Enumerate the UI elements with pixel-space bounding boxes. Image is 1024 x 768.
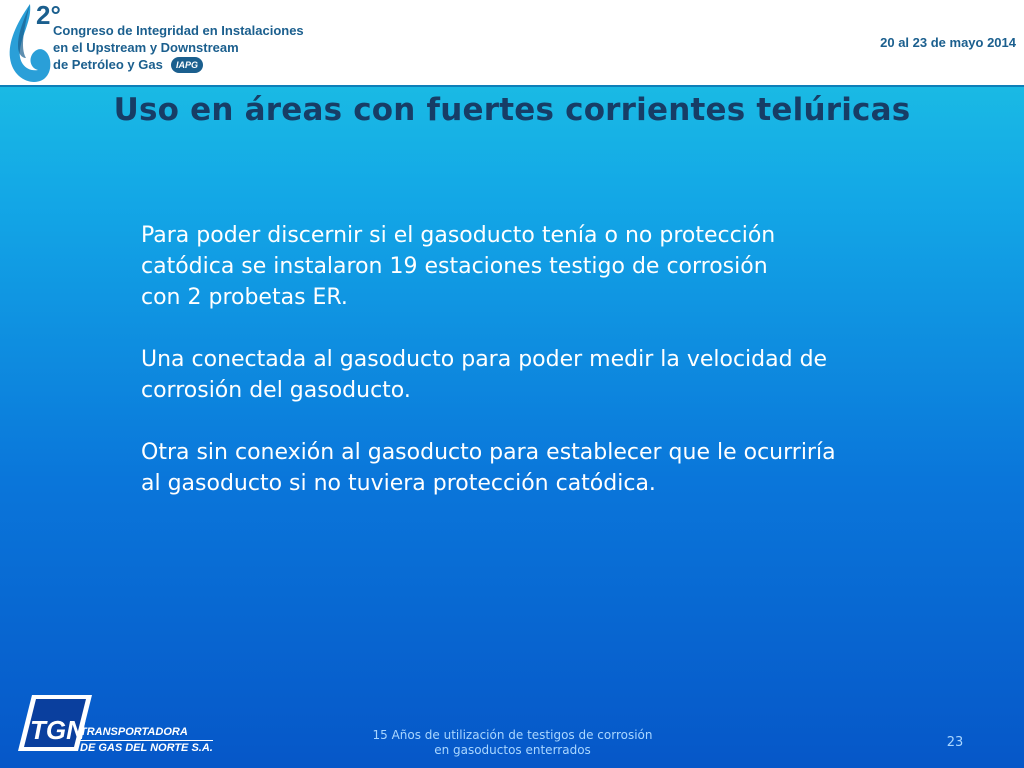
paragraph xyxy=(141,437,981,499)
congress-name-line: Congreso de Integridad en Instalaciones xyxy=(53,23,304,38)
text-line: Otra sin conexión al gasoducto para establecer que le ocurriría xyxy=(141,440,836,465)
footer-caption-line: en gasoductos enterrados xyxy=(434,743,591,757)
header-bar xyxy=(0,0,1024,86)
slide-title: Uso en áreas con fuertes corrientes telúricas xyxy=(113,92,911,128)
congress-edition-number: 2° xyxy=(36,0,61,30)
text-line: catódica se instalaron 19 estaciones testigo de corrosión xyxy=(141,254,768,279)
slide-number: 23 xyxy=(946,735,964,750)
congress-name-line: en el Upstream y Downstream xyxy=(53,40,239,55)
footer-caption xyxy=(340,728,685,758)
header-divider xyxy=(0,85,1024,87)
text-line: al gasoducto si no tuviera protección catódica. xyxy=(141,471,656,496)
paragraph xyxy=(141,344,981,406)
company-name xyxy=(80,725,213,756)
footer-caption-line: 15 Años de utilización de testigos de corrosión xyxy=(372,728,653,742)
text-line: Para poder discernir si el gasoducto tenía o no protección xyxy=(141,223,776,248)
iapg-badge: IAPG xyxy=(171,57,203,73)
tgn-logo-text: TGN xyxy=(30,715,85,745)
paragraph xyxy=(141,220,981,313)
company-name-line: TRANSPORTADORA xyxy=(80,726,188,738)
text-line: corrosión del gasoducto. xyxy=(141,378,411,403)
text-line: con 2 probetas ER. xyxy=(141,285,348,310)
company-name-line: DE GAS DEL NORTE S.A. xyxy=(80,742,213,754)
slide-body xyxy=(141,220,981,530)
event-date: 20 al 23 de mayo 2014 xyxy=(880,35,1016,50)
congress-name-line: de Petróleo y Gas xyxy=(53,57,163,72)
text-line: Una conectada al gasoducto para poder medir la velocidad de xyxy=(141,347,828,372)
